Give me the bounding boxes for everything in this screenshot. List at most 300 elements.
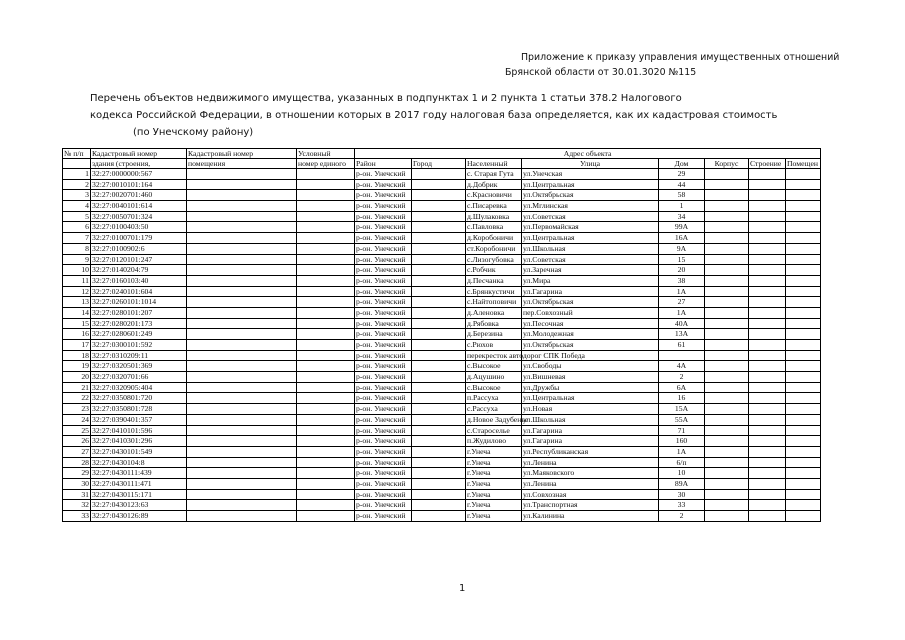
conditional-number-cell — [297, 372, 355, 383]
pomeshen-cell — [786, 393, 821, 404]
conditional-number-cell — [297, 201, 355, 212]
cadastral-room-cell — [187, 436, 297, 447]
page-number: 1 — [459, 583, 466, 594]
house-cell: 29 — [659, 169, 705, 180]
district-cell: р-он. Унечский — [355, 265, 412, 276]
city-cell — [412, 307, 466, 318]
city-cell — [412, 190, 466, 201]
row-number-cell: 18 — [63, 350, 91, 361]
stroenie-cell — [749, 489, 786, 500]
street-cell: ул.Мглинская — [522, 201, 659, 212]
cadastral-building-cell: 32:27:0430123:63 — [91, 500, 187, 511]
conditional-number-cell — [297, 211, 355, 222]
street-cell: ул.Центральная — [522, 393, 659, 404]
header-house: Дом — [659, 159, 705, 169]
row-number-cell: 16 — [63, 329, 91, 340]
stroenie-cell — [749, 233, 786, 244]
cadastral-building-cell: 32:27:0010101:164 — [91, 179, 187, 190]
cadastral-building-cell: 32:27:0430126:89 — [91, 511, 187, 522]
street-cell: ул.Новая — [522, 404, 659, 415]
house-cell: 16А — [659, 233, 705, 244]
house-cell: 61 — [659, 340, 705, 351]
district-cell: р-он. Унечский — [355, 425, 412, 436]
stroenie-cell — [749, 275, 786, 286]
table-row — [63, 361, 821, 372]
pomeshen-cell — [786, 265, 821, 276]
row-number-cell: 23 — [63, 404, 91, 415]
table-row — [63, 457, 821, 468]
district-cell: р-он. Унечский — [355, 446, 412, 457]
pomeshen-cell — [786, 361, 821, 372]
korpus-cell — [705, 393, 749, 404]
city-cell — [412, 243, 466, 254]
street-cell: ул.Школьная — [522, 243, 659, 254]
conditional-number-cell — [297, 169, 355, 180]
pomeshen-cell — [786, 489, 821, 500]
korpus-cell — [705, 329, 749, 340]
settlement-cell: д.Шулаковка — [466, 211, 522, 222]
settlement-cell: перекресток автодорог СПК Победа — [467, 350, 585, 360]
district-cell: р-он. Унечский — [355, 478, 412, 489]
row-number-cell: 32 — [63, 500, 91, 511]
cadastral-room-cell — [187, 190, 297, 201]
cadastral-building-cell: 32:27:0430111:471 — [91, 478, 187, 489]
stroenie-cell — [749, 211, 786, 222]
district-cell: р-он. Унечский — [355, 222, 412, 233]
city-cell — [412, 361, 466, 372]
cadastral-room-cell — [187, 404, 297, 415]
korpus-cell — [705, 307, 749, 318]
cadastral-building-cell: 32:27:0260101:1014 — [91, 297, 187, 308]
header-address: Адрес объекта — [355, 149, 821, 159]
street-cell: ул.Октябрьская — [522, 340, 659, 351]
district-cell: р-он. Унечский — [355, 286, 412, 297]
conditional-number-cell — [297, 350, 355, 361]
house-cell: 1А — [659, 307, 705, 318]
city-cell — [412, 222, 466, 233]
settlement-cell: п.Рассуха — [466, 393, 522, 404]
cadastral-building-cell: 32:27:0350801:720 — [91, 393, 187, 404]
settlement-cell: г.Унеча — [466, 511, 522, 522]
row-number-cell: 26 — [63, 436, 91, 447]
conditional-number-cell — [297, 393, 355, 404]
conditional-number-cell — [297, 254, 355, 265]
table-row — [63, 169, 821, 180]
korpus-cell — [705, 489, 749, 500]
korpus-cell — [705, 201, 749, 212]
district-cell: р-он. Унечский — [355, 414, 412, 425]
street-cell: ул.Калинина — [522, 511, 659, 522]
cadastral-building-cell: 32:27:0390401:357 — [91, 414, 187, 425]
stroenie-cell — [749, 243, 786, 254]
conditional-number-cell — [297, 243, 355, 254]
cadastral-room-cell — [187, 286, 297, 297]
stroenie-cell — [749, 511, 786, 522]
settlement-cell: с.Лизогубовка — [466, 254, 522, 265]
header-cad-room: Кадастровый номер — [187, 149, 297, 159]
conditional-number-cell — [297, 404, 355, 415]
table-row — [63, 307, 821, 318]
table-row — [63, 478, 821, 489]
city-cell — [412, 340, 466, 351]
pomeshen-cell — [786, 286, 821, 297]
house-cell: 15А — [659, 404, 705, 415]
district-cell: р-он. Унечский — [355, 201, 412, 212]
row-number-cell: 4 — [63, 201, 91, 212]
row-number-cell: 25 — [63, 425, 91, 436]
row-number-cell: 33 — [63, 511, 91, 522]
stroenie-cell — [749, 446, 786, 457]
house-cell: 40А — [659, 318, 705, 329]
stroenie-cell — [749, 350, 786, 361]
table-row — [63, 275, 821, 286]
table-row — [63, 489, 821, 500]
row-number-cell: 5 — [63, 211, 91, 222]
district-cell: р-он. Унечский — [355, 340, 412, 351]
title-line3: (по Унечскому району) — [133, 127, 254, 138]
row-number-cell: 9 — [63, 254, 91, 265]
row-number-cell: 30 — [63, 478, 91, 489]
korpus-cell — [705, 436, 749, 447]
settlement-cell: г.Унеча — [466, 478, 522, 489]
title-line2: кодекса Российской Федерации, в отношении которых в 2017 году налоговая база определяется, как их кадастровая стоимость — [90, 110, 778, 121]
pomeshen-cell — [786, 425, 821, 436]
cadastral-building-cell: 32:27:0140204:79 — [91, 265, 187, 276]
settlement-cell: д.Аленовка — [466, 307, 522, 318]
city-cell — [412, 275, 466, 286]
cadastral-room-cell — [187, 382, 297, 393]
house-cell: 33 — [659, 500, 705, 511]
table-row — [63, 265, 821, 276]
row-number-cell: 15 — [63, 318, 91, 329]
pomeshen-cell — [786, 457, 821, 468]
table-row — [63, 404, 821, 415]
cadastral-room-cell — [187, 222, 297, 233]
stroenie-cell — [749, 307, 786, 318]
korpus-cell — [705, 211, 749, 222]
district-cell: р-он. Унечский — [355, 436, 412, 447]
row-number-cell: 17 — [63, 340, 91, 351]
cadastral-room-cell — [187, 478, 297, 489]
row-number-cell: 3 — [63, 190, 91, 201]
conditional-number-cell — [297, 179, 355, 190]
title-line1: Перечень объектов недвижимого имущества, указанных в подпунктах 1 и 2 пункта 1 статьи 378.2 Налогового — [90, 93, 682, 104]
settlement-cell: с.Найтоповичи — [466, 297, 522, 308]
street-cell: ул.Песочная — [522, 318, 659, 329]
settlement-cell: г.Унеча — [466, 500, 522, 511]
street-cell: ул.Дружбы — [522, 382, 659, 393]
settlement-cell: с.Павловка — [466, 222, 522, 233]
korpus-cell — [705, 350, 749, 361]
cadastral-building-cell: 32:27:0310209:11 — [91, 350, 187, 361]
street-cell: ул.Мира — [522, 275, 659, 286]
settlement-cell: д.Песчанка — [466, 275, 522, 286]
header-cad-building-cont: здания (строения, — [91, 159, 187, 169]
table-row — [63, 318, 821, 329]
pomeshen-cell — [786, 478, 821, 489]
document-title — [90, 90, 777, 141]
settlement-cell: д.Коробоничи — [466, 233, 522, 244]
city-cell — [412, 169, 466, 180]
conditional-number-cell — [297, 382, 355, 393]
district-cell: р-он. Унечский — [355, 179, 412, 190]
conditional-number-cell — [297, 190, 355, 201]
district-cell: р-он. Унечский — [355, 511, 412, 522]
house-cell: 55А — [659, 414, 705, 425]
header-street: Улица — [522, 159, 659, 169]
conditional-number-cell — [297, 500, 355, 511]
street-cell: ул.Республиканская — [522, 446, 659, 457]
header-num: № п/п — [63, 149, 91, 159]
settlement-cell: п.Жудилово — [466, 436, 522, 447]
city-cell — [412, 414, 466, 425]
cadastral-room-cell — [187, 318, 297, 329]
table-row — [63, 297, 821, 308]
house-cell: 58 — [659, 190, 705, 201]
house-cell: 16 — [659, 393, 705, 404]
header-conditional: Условный — [297, 149, 355, 159]
row-number-cell: 27 — [63, 446, 91, 457]
settlement-cell: г.Унеча — [466, 446, 522, 457]
pomeshen-cell — [786, 318, 821, 329]
pomeshen-cell — [786, 468, 821, 479]
house-cell: 30 — [659, 489, 705, 500]
table-row — [63, 511, 821, 522]
conditional-number-cell — [297, 361, 355, 372]
pomeshen-cell — [786, 329, 821, 340]
settlement-cell: с.Красновичи — [466, 190, 522, 201]
cadastral-building-cell: 32:27:0430101:549 — [91, 446, 187, 457]
district-cell: р-он. Унечский — [355, 372, 412, 383]
district-cell: р-он. Унечский — [355, 318, 412, 329]
row-number-cell: 2 — [63, 179, 91, 190]
cadastral-room-cell — [187, 350, 297, 361]
cadastral-room-cell — [187, 414, 297, 425]
pomeshen-cell — [786, 243, 821, 254]
pomeshen-cell — [786, 511, 821, 522]
table-row — [63, 222, 821, 233]
city-cell — [412, 286, 466, 297]
table-header-row-1 — [63, 149, 821, 159]
table-row — [63, 201, 821, 212]
stroenie-cell — [749, 169, 786, 180]
cadastral-room-cell — [187, 211, 297, 222]
house-cell: 2 — [659, 372, 705, 383]
house-cell: 9А — [659, 243, 705, 254]
pomeshen-cell — [786, 169, 821, 180]
pomeshen-cell — [786, 201, 821, 212]
stroenie-cell — [749, 372, 786, 383]
city-cell — [412, 297, 466, 308]
district-cell: р-он. Унечский — [355, 382, 412, 393]
settlement-cell: с.Староселье — [466, 425, 522, 436]
stroenie-cell — [749, 404, 786, 415]
house-cell: 15 — [659, 254, 705, 265]
district-cell: р-он. Унечский — [355, 404, 412, 415]
street-cell: ул.Транспортная — [522, 500, 659, 511]
district-cell: р-он. Унечский — [355, 254, 412, 265]
korpus-cell — [705, 446, 749, 457]
table-row — [63, 350, 821, 361]
street-cell: ул.Маяковского — [522, 468, 659, 479]
korpus-cell — [705, 478, 749, 489]
table-row — [63, 446, 821, 457]
district-cell: р-он. Унечский — [355, 169, 412, 180]
conditional-number-cell — [297, 297, 355, 308]
city-cell — [412, 350, 466, 361]
cadastral-building-cell: 32:27:0050701:324 — [91, 211, 187, 222]
row-number-cell: 21 — [63, 382, 91, 393]
order-header-line2: Брянской области от 30.01.3020 №115 — [505, 67, 697, 78]
conditional-number-cell — [297, 511, 355, 522]
city-cell — [412, 393, 466, 404]
conditional-number-cell — [297, 414, 355, 425]
street-cell: ул.Ленина — [522, 457, 659, 468]
street-cell: ул.Вишневая — [522, 372, 659, 383]
settlement-cell: с.Робчик — [466, 265, 522, 276]
table-row — [63, 468, 821, 479]
city-cell — [412, 489, 466, 500]
house-cell: 71 — [659, 425, 705, 436]
settlement-cell: с.Рассуха — [466, 404, 522, 415]
header-city: Город — [412, 159, 466, 169]
korpus-cell — [705, 233, 749, 244]
header-district: Район — [355, 159, 412, 169]
stroenie-cell — [749, 265, 786, 276]
korpus-cell — [705, 425, 749, 436]
city-cell — [412, 500, 466, 511]
city-cell — [412, 211, 466, 222]
street-cell: ул.Октябрьская — [522, 297, 659, 308]
pomeshen-cell — [786, 340, 821, 351]
korpus-cell — [705, 297, 749, 308]
stroenie-cell — [749, 478, 786, 489]
settlement-cell: д.Ацушино — [466, 372, 522, 383]
table-row — [63, 254, 821, 265]
property-table — [62, 148, 821, 522]
row-number-cell: 6 — [63, 222, 91, 233]
cadastral-building-cell: 32:27:0410301:296 — [91, 436, 187, 447]
conditional-number-cell — [297, 307, 355, 318]
settlement-cell: д.Березина — [466, 329, 522, 340]
row-number-cell: 13 — [63, 297, 91, 308]
street-cell: ул.Молодежная — [522, 329, 659, 340]
pomeshen-cell — [786, 414, 821, 425]
cadastral-room-cell — [187, 265, 297, 276]
city-cell — [412, 425, 466, 436]
table-row — [63, 382, 821, 393]
table-row — [63, 211, 821, 222]
street-cell: ул.Октябрьская — [522, 190, 659, 201]
order-header — [505, 50, 839, 80]
header-korpus: Корпус — [705, 159, 749, 169]
house-cell: 99А — [659, 222, 705, 233]
settlement-cell: с.Высокое — [466, 361, 522, 372]
stroenie-cell — [749, 425, 786, 436]
pomeshen-cell — [786, 404, 821, 415]
conditional-number-cell — [297, 329, 355, 340]
settlement-cell: д.Рябовка — [466, 318, 522, 329]
house-cell: 2 — [659, 511, 705, 522]
cadastral-room-cell — [187, 169, 297, 180]
cadastral-room-cell — [187, 393, 297, 404]
stroenie-cell — [749, 393, 786, 404]
settlement-cell: ст.Коробоничи — [466, 243, 522, 254]
cadastral-room-cell — [187, 297, 297, 308]
korpus-cell — [705, 286, 749, 297]
stroenie-cell — [749, 500, 786, 511]
street-cell: ул.Школьная — [522, 414, 659, 425]
settlement-cell: с.Брянкустичи — [466, 286, 522, 297]
korpus-cell — [705, 243, 749, 254]
header-stroenie: Строение — [749, 159, 786, 169]
house-cell: 6/п — [659, 457, 705, 468]
table-row — [63, 393, 821, 404]
stroenie-cell — [749, 340, 786, 351]
city-cell — [412, 179, 466, 190]
conditional-number-cell — [297, 425, 355, 436]
cadastral-building-cell: 32:27:0430111:439 — [91, 468, 187, 479]
stroenie-cell — [749, 329, 786, 340]
district-cell: р-он. Унечский — [355, 297, 412, 308]
cadastral-room-cell — [187, 468, 297, 479]
row-number-cell: 19 — [63, 361, 91, 372]
stroenie-cell — [749, 468, 786, 479]
conditional-number-cell — [297, 468, 355, 479]
cadastral-building-cell: 32:27:0280601:249 — [91, 329, 187, 340]
korpus-cell — [705, 222, 749, 233]
row-number-cell: 22 — [63, 393, 91, 404]
row-number-cell: 24 — [63, 414, 91, 425]
cadastral-building-cell: 32:27:0320701:66 — [91, 372, 187, 383]
korpus-cell — [705, 404, 749, 415]
row-number-cell: 12 — [63, 286, 91, 297]
korpus-cell — [705, 468, 749, 479]
pomeshen-cell — [786, 436, 821, 447]
korpus-cell — [705, 169, 749, 180]
stroenie-cell — [749, 318, 786, 329]
table-row — [63, 286, 821, 297]
city-cell — [412, 457, 466, 468]
cadastral-room-cell — [187, 446, 297, 457]
cadastral-building-cell: 32:27:0240101:604 — [91, 286, 187, 297]
city-cell — [412, 265, 466, 276]
cadastral-building-cell: 32:27:0000000:567 — [91, 169, 187, 180]
row-number-cell: 31 — [63, 489, 91, 500]
house-cell: 6А — [659, 382, 705, 393]
conditional-number-cell — [297, 275, 355, 286]
table-row — [63, 243, 821, 254]
row-number-cell: 7 — [63, 233, 91, 244]
street-cell: ул.Совхозная — [522, 489, 659, 500]
district-cell: р-он. Унечский — [355, 329, 412, 340]
stroenie-cell — [749, 254, 786, 265]
district-cell: р-он. Унечский — [355, 361, 412, 372]
city-cell — [412, 233, 466, 244]
cadastral-building-cell: 32:27:0100902:6 — [91, 243, 187, 254]
street-cell: ул.Унечская — [522, 169, 659, 180]
korpus-cell — [705, 382, 749, 393]
street-cell: ул.Гагарина — [522, 286, 659, 297]
street-cell: пер.Совхозный — [522, 307, 659, 318]
settlement-cell: с.Высокое — [466, 382, 522, 393]
settlement-cell: д.Новое Задубенье — [467, 414, 529, 424]
house-cell — [659, 350, 705, 361]
street-cell: ул.Центральная — [522, 233, 659, 244]
conditional-number-cell — [297, 286, 355, 297]
cadastral-room-cell — [187, 361, 297, 372]
korpus-cell — [705, 190, 749, 201]
